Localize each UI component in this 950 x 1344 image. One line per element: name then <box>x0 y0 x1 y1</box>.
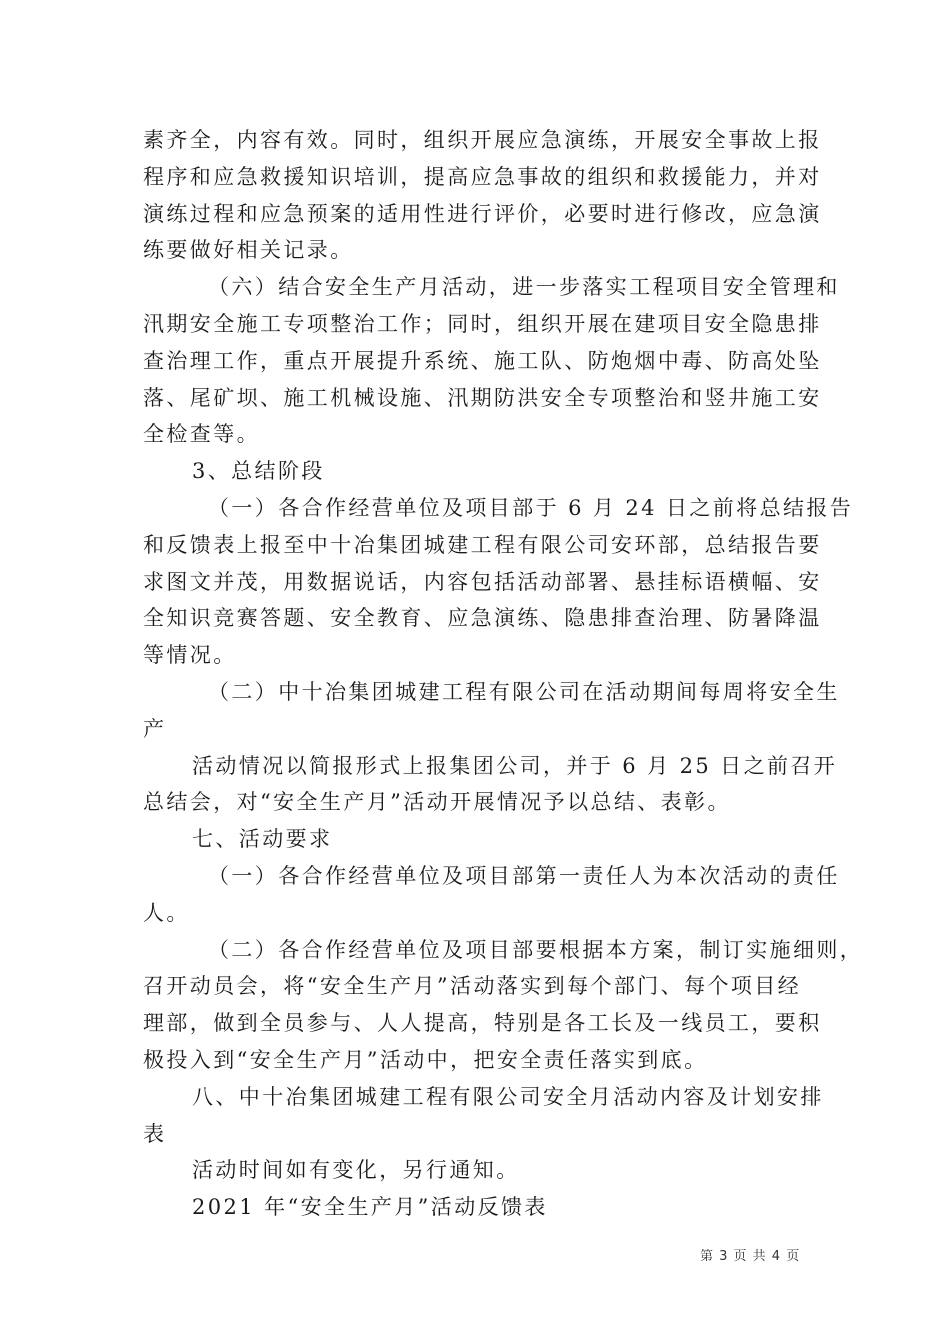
text-line: 全知识竞赛答题、安全教育、应急演练、隐患排查治理、防暑降温 <box>143 606 822 631</box>
text-line: 和反馈表上报至中十冶集团城建工程有限公司安环部，总结报告要 <box>143 532 822 557</box>
text-line: 全检查等。 <box>143 422 260 447</box>
text-line: （一）各合作经营单位及项目部于 6 月 24 日之前将总结报告 <box>208 495 854 520</box>
text-line: （二）各合作经营单位及项目部要根据本方案，制订实施细则， <box>208 937 864 962</box>
text-line: 3、总结阶段 <box>192 459 325 484</box>
text-line: 八、中十冶集团城建工程有限公司安全月活动内容及计划安排 <box>192 1084 824 1109</box>
text-line: （六）结合安全生产月活动，进一步落实工程项目安全管理和 <box>208 275 840 300</box>
text-line: 汛期安全施工专项整治工作；同时，组织开展在建项目安全隐患排 <box>143 311 822 336</box>
text-line: 2021 年“安全生产月”活动反馈表 <box>192 1195 548 1220</box>
text-line: 产 <box>143 716 167 741</box>
text-line: 总结会，对“安全生产月”活动开展情况予以总结、表彰。 <box>143 790 731 815</box>
text-line: 素齐全，内容有效。同时，组织开展应急演练，开展安全事故上报 <box>143 128 822 152</box>
text-line: 演练过程和应急预案的适用性进行评价，必要时进行修改，应急演 <box>143 201 822 226</box>
text-line: 落、尾矿坝、施工机械设施、汛期防洪安全专项整治和竖井施工安 <box>143 385 822 410</box>
text-line: （二）中十冶集团城建工程有限公司在活动期间每周将安全生 <box>208 679 840 704</box>
text-line: 程序和应急救援知识培训，提高应急事故的组织和救援能力，并对 <box>143 164 822 189</box>
document-body <box>143 122 864 1226</box>
text-line: 召开动员会，将“安全生产月”活动落实到每个部门、每个项目经 <box>143 974 802 999</box>
text-line: 人。 <box>143 900 190 925</box>
text-line: 等情况。 <box>143 643 237 668</box>
text-line: 七、活动要求 <box>192 827 333 852</box>
text-line: （一）各合作经营单位及项目部第一责任人为本次活动的责任 <box>208 863 840 888</box>
text-line: 求图文并茂，用数据说话，内容包括活动部署、悬挂标语横幅、安 <box>143 569 822 594</box>
text-line: 练要做好相关记录。 <box>143 238 354 263</box>
text-line: 查治理工作，重点开展提升系统、施工队、防炮烟中毒、防高处坠 <box>143 348 822 373</box>
page-number: 第 3 页 共 4 页 <box>700 1249 801 1264</box>
text-line: 活动情况以简报形式上报集团公司，并于 6 月 25 日之前召开 <box>192 753 838 778</box>
text-line: 活动时间如有变化，另行通知。 <box>192 1158 520 1183</box>
text-line: 极投入到“安全生产月”活动中，把安全责任落实到底。 <box>143 1047 708 1072</box>
text-line: 表 <box>143 1121 167 1146</box>
text-line: 理部，做到全员参与、人人提高，特别是各工长及一线员工，要积 <box>143 1011 822 1036</box>
